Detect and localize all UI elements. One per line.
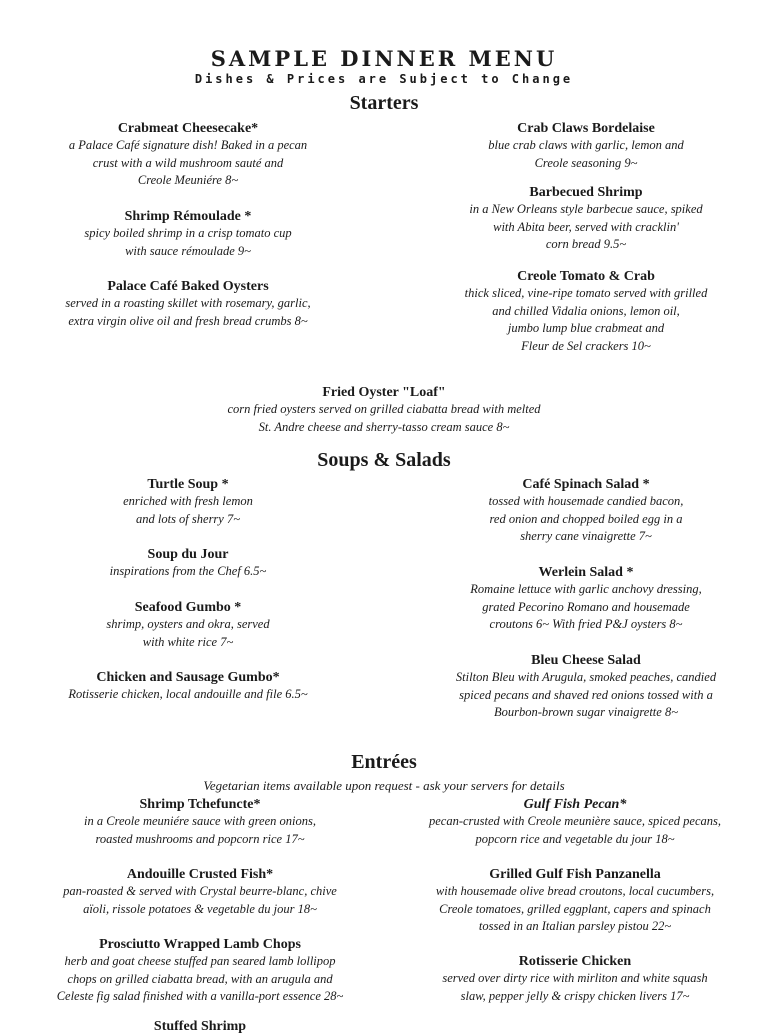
section-heading-entrees: Entrées — [351, 751, 417, 773]
item-desc-line: tossed with housemade candied bacon, — [488, 494, 684, 508]
item-desc-line: Fleur de Sel crackers 10~ — [521, 338, 651, 353]
item-desc-line: served over dirty rice with mirliton and white squash — [442, 971, 708, 985]
item-desc-line: with white rice 7~ — [142, 634, 234, 649]
menu-item — [400, 866, 750, 936]
item-name: Crabmeat Cheesecake* — [117, 121, 259, 136]
item-name: Seafood Gumbo * — [134, 600, 242, 615]
menu-item — [30, 936, 370, 1006]
menu-title: SAMPLE DINNER MENU — [210, 46, 558, 71]
menu-item — [420, 652, 752, 722]
item-desc-line: in a Creole meuniére sauce with green onions, — [84, 814, 316, 828]
item-desc-line: roasted mushrooms and popcorn rice 17~ — [95, 831, 305, 846]
item-name: Andouille Crusted Fish* — [126, 867, 274, 882]
item-desc-line: with Abita beer, served with cracklin' — [493, 219, 679, 234]
item-name: Stuffed Shrimp — [153, 1019, 247, 1034]
item-desc-line: enriched with fresh lemon — [123, 494, 253, 508]
menu-item — [420, 268, 752, 355]
item-name: Gulf Fish Pecan* — [523, 797, 627, 812]
item-desc-line: slaw, pepper jelly & crispy chicken livers 17~ — [460, 988, 690, 1003]
item-name: Fried Oyster "Loaf" — [322, 385, 446, 400]
item-name: Crab Claws Bordelaise — [517, 121, 655, 136]
item-name: Soup du Jour — [147, 547, 229, 562]
item-desc-line: pecan-crusted with Creole meunière sauce, spiced pecans, — [428, 814, 722, 828]
item-name: Creole Tomato & Crab — [517, 269, 655, 284]
item-desc-line: a Palace Café signature dish! Baked in a pecan — [68, 138, 308, 152]
menu-item — [400, 953, 750, 1005]
item-name: Palace Café Baked Oysters — [107, 279, 269, 294]
item-desc-line: with sauce rémoulade 9~ — [125, 243, 251, 258]
section-heading-soups-salads: Soups & Salads — [317, 449, 451, 471]
menu-item — [30, 546, 346, 581]
item-desc-line: pan-roasted & served with Crystal beurre-blanc, chive — [63, 884, 337, 898]
item-desc-line: corn fried oysters served on grilled ciabatta bread with melted — [227, 402, 541, 416]
menu-item — [30, 866, 370, 918]
menu-item — [420, 120, 752, 172]
item-desc-line: Creole tomatoes, grilled eggplant, capers and spinach — [439, 901, 711, 916]
item-name: Werlein Salad * — [538, 565, 634, 580]
item-name: Prosciutto Wrapped Lamb Chops — [99, 937, 301, 952]
item-desc-line: Creole Meuniére 8~ — [137, 173, 239, 187]
item-name: Turtle Soup * — [147, 477, 229, 492]
item-desc-line: and chilled Vidalia onions, lemon oil, — [492, 303, 680, 318]
item-name: Barbecued Shrimp — [529, 185, 643, 200]
item-name: Grilled Gulf Fish Panzanella — [489, 867, 661, 882]
item-name: Café Spinach Salad * — [522, 477, 650, 492]
item-desc-line: Romaine lettuce with garlic anchovy dressing, — [470, 582, 702, 596]
item-desc-line: jumbo lump blue crabmeat and — [507, 321, 665, 335]
item-desc-line: sherry cane vinaigrette 7~ — [520, 529, 652, 543]
item-desc-line: in a New Orleans style barbecue sauce, spiked — [469, 202, 703, 216]
menu-item — [30, 669, 346, 704]
menu-subtitle: Dishes & Prices are Subject to Change — [194, 72, 574, 86]
menu-item — [30, 120, 346, 190]
item-desc-line: aïoli, rissole potatoes & vegetable du jour 18~ — [83, 901, 317, 916]
menu-item — [30, 599, 346, 651]
item-desc-line: St. Andre cheese and sherry-tasso cream sauce 8~ — [258, 419, 510, 434]
item-desc-line: thick sliced, vine-ripe tomato served with grilled — [464, 286, 708, 300]
menu-item — [400, 796, 750, 848]
menu-item — [30, 476, 346, 528]
item-desc-line: red onion and chopped boiled egg in a — [489, 511, 683, 526]
item-name: Shrimp Rémoulade * — [124, 209, 252, 224]
menu-item-featured — [0, 384, 768, 436]
item-name: Shrimp Tchefuncte* — [139, 797, 261, 812]
item-name: Chicken and Sausage Gumbo* — [96, 670, 280, 685]
item-desc-line: grated Pecorino Romano and housemade — [482, 599, 690, 614]
item-desc-line: croutons 6~ With fried P&J oysters 8~ — [489, 617, 683, 631]
item-desc-line: Rotisserie chicken, local andouille and file 6.5~ — [68, 687, 308, 701]
item-desc-line: inspirations from the Chef 6.5~ — [109, 564, 267, 578]
menu-item — [420, 184, 752, 254]
menu-item — [420, 476, 752, 546]
item-desc-line: crust with a wild mushroom sauté and — [92, 155, 284, 170]
item-desc-line: and lots of sherry 7~ — [136, 511, 240, 526]
menu-item — [30, 796, 370, 848]
menu-item — [30, 1018, 370, 1035]
item-desc-line: Stilton Bleu with Arugula, smoked peaches, candied — [455, 670, 717, 684]
item-desc-line: with housemade olive bread croutons, local cucumbers, — [435, 884, 715, 898]
item-name: Rotisserie Chicken — [518, 954, 632, 969]
item-name: Bleu Cheese Salad — [531, 653, 641, 668]
item-desc-line: shrimp, oysters and okra, served — [106, 617, 270, 631]
item-desc-line: spicy boiled shrimp in a crisp tomato cup — [84, 226, 292, 240]
item-desc-line: chops on grilled ciabatta bread, with an arugula and — [67, 971, 333, 986]
item-desc-line: corn bread 9.5~ — [545, 237, 627, 251]
item-desc-line: Bourbon-brown sugar vinaigrette 8~ — [494, 705, 678, 719]
item-desc-line: spiced pecans and shaved red onions tossed with a — [459, 687, 713, 702]
item-desc-line: Creole seasoning 9~ — [534, 155, 638, 170]
item-desc-line: served in a roasting skillet with rosemary, garlic, — [65, 296, 311, 310]
section-heading-starters: Starters — [349, 92, 419, 114]
vegetarian-note: Vegetarian items available upon request - ask your servers for details — [203, 778, 565, 793]
item-desc-line: popcorn rice and vegetable du jour 18~ — [475, 831, 675, 846]
item-desc-line: extra virgin olive oil and fresh bread crumbs 8~ — [68, 313, 308, 328]
menu-item — [30, 278, 346, 330]
menu-item — [420, 564, 752, 634]
item-desc-line: blue crab claws with garlic, lemon and — [488, 138, 684, 152]
item-desc-line: Celeste fig salad finished with a vanilla-port essence 28~ — [56, 989, 344, 1003]
menu-item — [30, 208, 346, 260]
item-desc-line: herb and goat cheese stuffed pan seared lamb lollipop — [64, 954, 336, 968]
item-desc-line: tossed in an Italian parsley pistou 22~ — [478, 919, 672, 933]
